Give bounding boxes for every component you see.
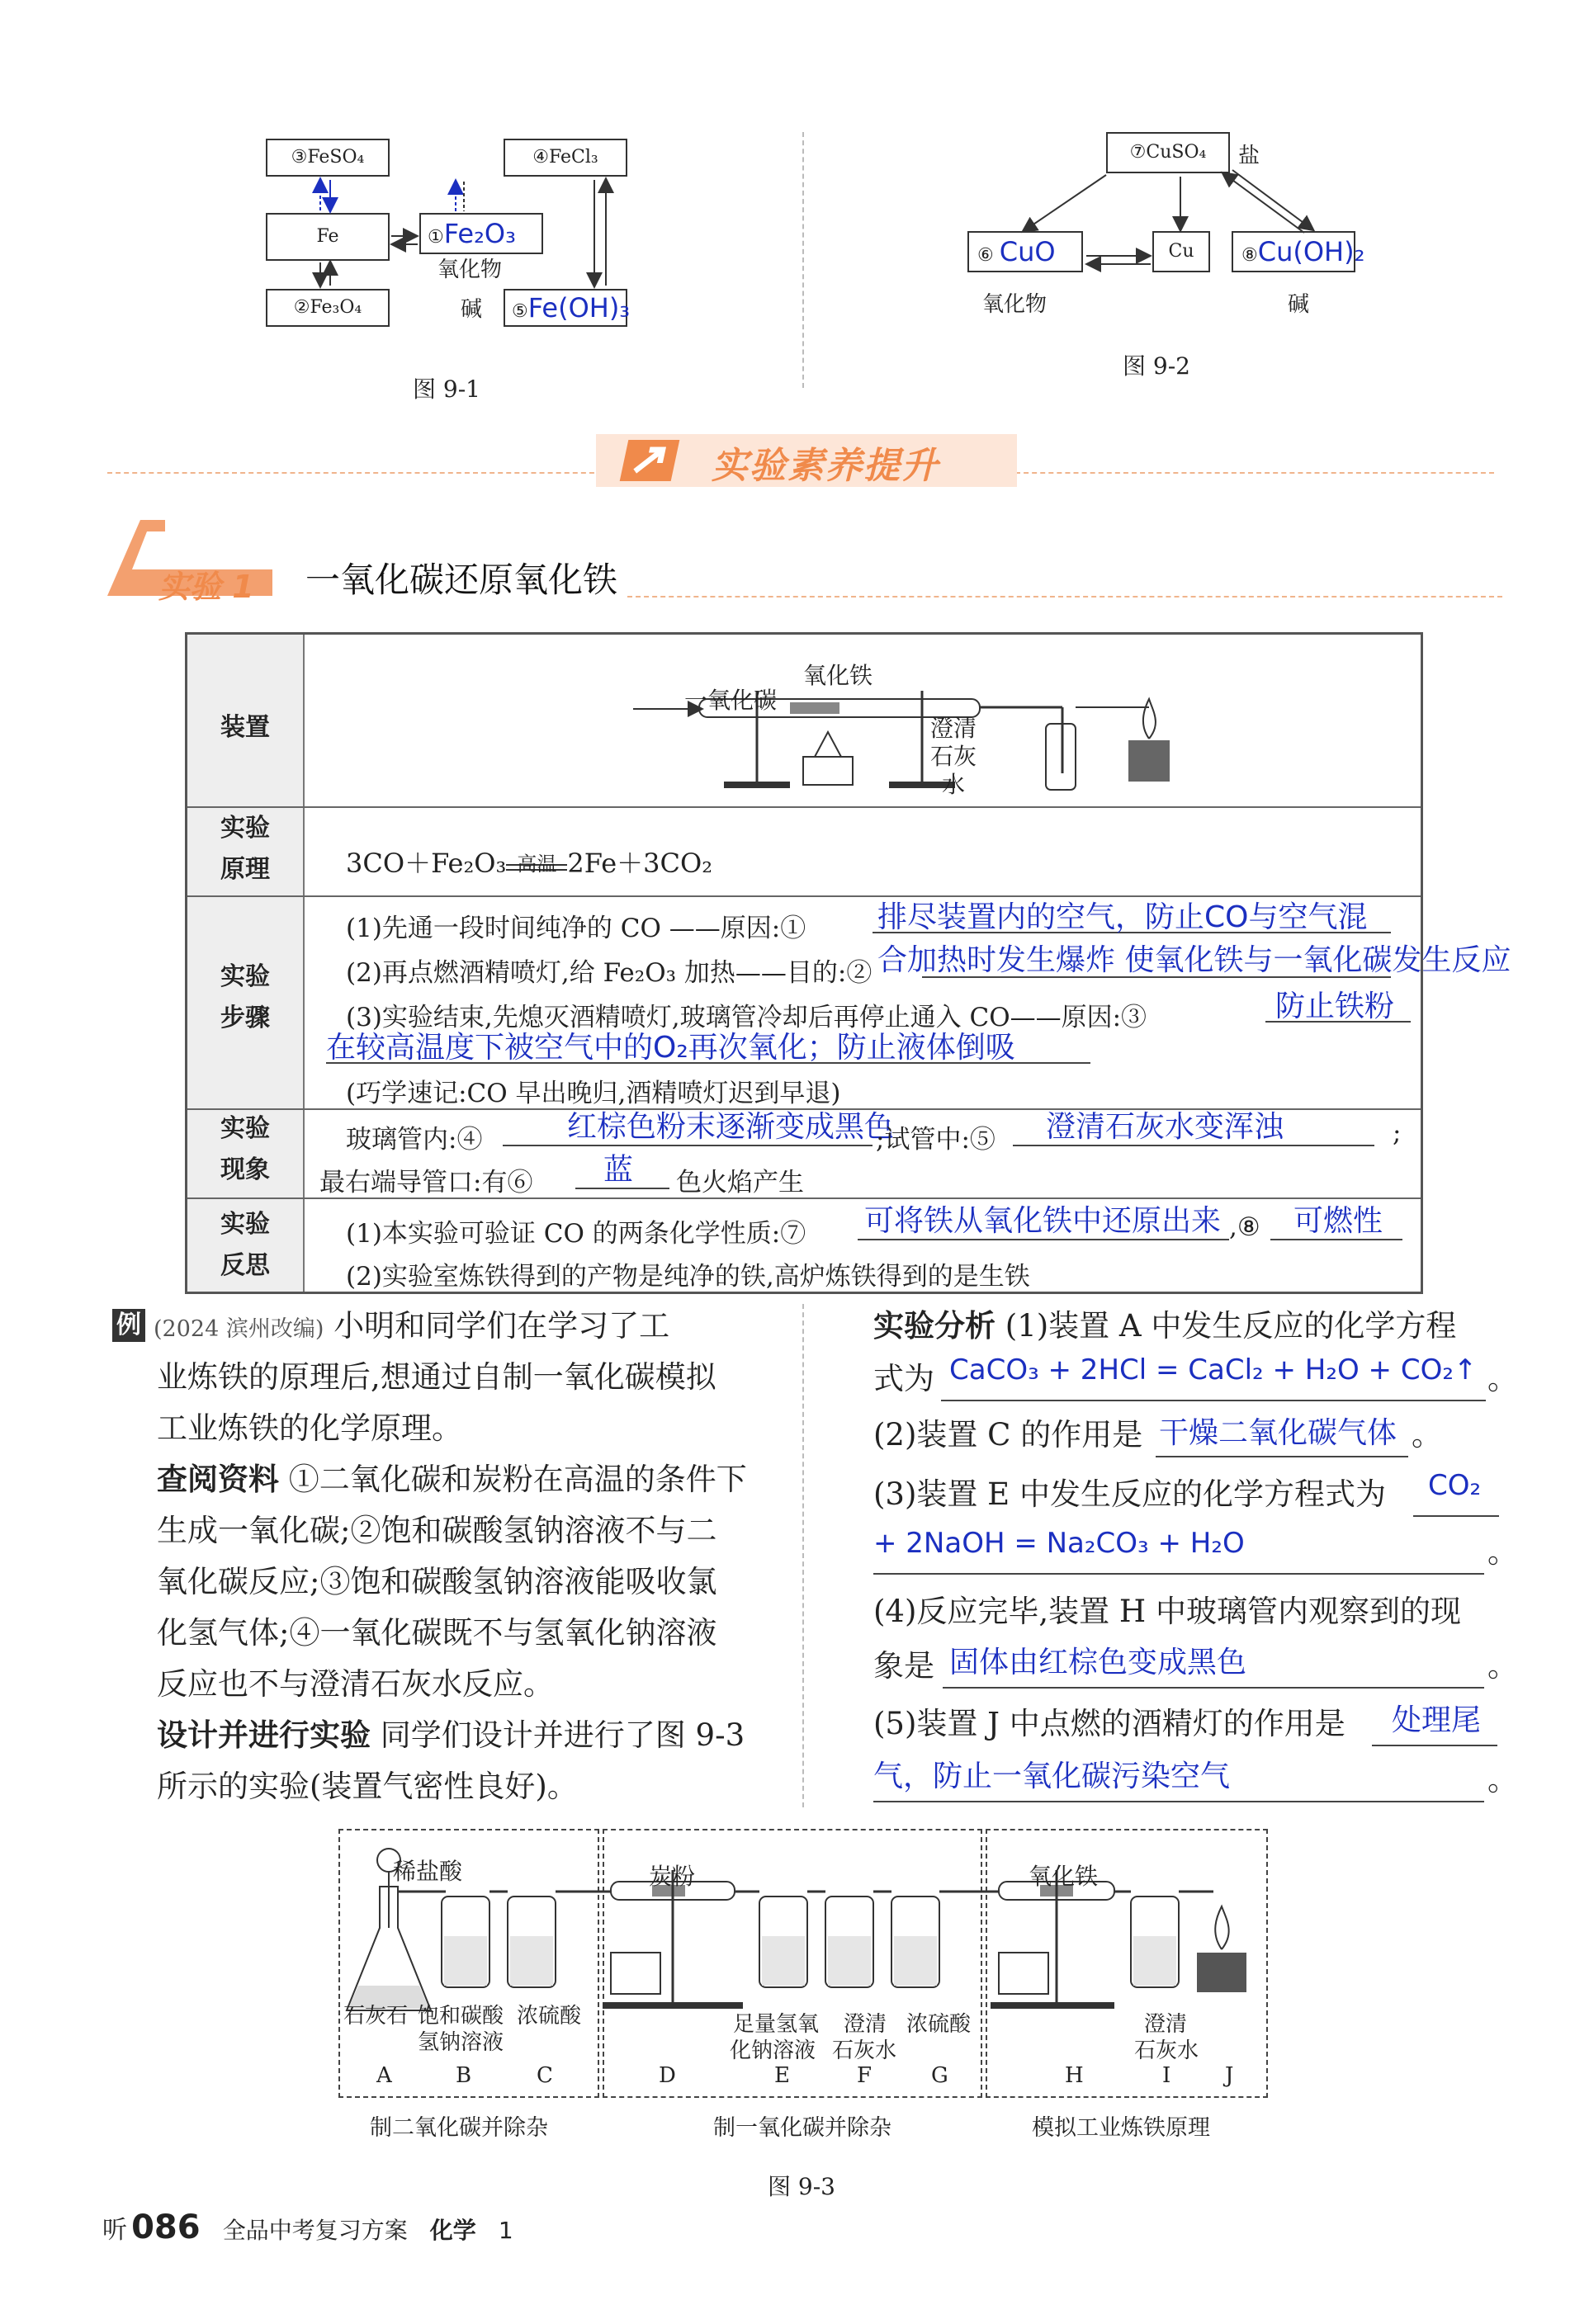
step-3-answer-1: 防止铁粉 <box>1275 990 1395 1023</box>
fig91-arrows <box>248 132 644 338</box>
fe3o4-box: ②Fe₃O₄ <box>266 289 390 327</box>
label-g: 浓硫酸 <box>906 2012 972 2037</box>
testtube-phenomenon: ;试管中:⑤ <box>876 1125 995 1155</box>
page-footer <box>102 2208 513 2246</box>
q3-period: 。 <box>1487 1534 1518 1570</box>
cuo-number: ⑥ <box>977 245 994 266</box>
group-3-label: 模拟工业炼铁原理 <box>1032 2115 1210 2141</box>
example-tag: 例 1 <box>112 1309 145 1342</box>
fig91-caption: 图 9-1 <box>413 376 480 403</box>
q4-period: 。 <box>1487 1648 1518 1684</box>
label-b-1: 饱和碳酸 <box>418 2004 504 2029</box>
ref-line-5: 反应也不与澄清石灰水反应。 <box>157 1666 554 1702</box>
testtube-answer: 澄清石灰水变浑浊 <box>1046 1110 1284 1144</box>
q1-blank <box>941 1400 1486 1401</box>
analysis-head: 实验分析 <box>873 1308 995 1344</box>
hcl-label: 稀盐酸 <box>393 1858 463 1885</box>
fig92-salt-label: 盐 <box>1238 144 1260 168</box>
group-1-label: 制二氧化碳并除杂 <box>370 2115 548 2141</box>
reflection-row-divider <box>187 1197 1421 1199</box>
q3-blank-2 <box>873 1573 1484 1575</box>
ref-line-3: 氧化碳反应;③饱和碳酸氢钠溶液能吸收氯 <box>157 1564 717 1599</box>
volume: 1 <box>498 2217 513 2244</box>
fe2o3-label: 氧化铁 <box>803 662 873 689</box>
fig93-fe2o3-label: 氧化铁 <box>1029 1863 1099 1890</box>
figure-divider <box>802 132 804 388</box>
equation-condition: 高温 <box>517 853 557 876</box>
ref-line-4: 化氢气体;④一氧化碳既不与氢氧化钠溶液 <box>157 1615 717 1651</box>
mnemonic-tip: (巧学速记:CO 早出晚归,酒精喷灯迟到早退) <box>346 1079 841 1108</box>
fig91-base-label: 碱 <box>461 297 483 322</box>
label-a: 石灰石 <box>343 2004 409 2029</box>
design-1-text: 同学们设计并进行了图 9-3 <box>380 1717 745 1753</box>
subject: 化学 <box>429 2217 476 2244</box>
fig91-oxide-label: 氧化物 <box>437 257 503 282</box>
fig92-caption: 图 9-2 <box>1123 352 1190 380</box>
step-2: (2)再点燃酒精喷灯,给 Fe₂O₃ 加热——目的:② <box>346 958 873 988</box>
fig92-arrows <box>958 124 1387 289</box>
fe2o3-answer: Fe₂O₃ <box>443 218 516 249</box>
device-label: 装置 <box>220 713 270 742</box>
q1-period: 。 <box>1487 1361 1518 1396</box>
book-title: 全品中考复习方案 <box>222 2217 408 2244</box>
cuso4-box: ⑦CuSO₄ <box>1106 132 1230 173</box>
column-divider <box>802 1304 804 1807</box>
example-intro-2: 业炼铁的原理后,想通过自制一氧化碳模拟 <box>157 1359 716 1395</box>
feoh3-answer: Fe(OH)₃ <box>527 292 631 324</box>
letter-b: B <box>456 2063 472 2088</box>
limewater-label-1: 澄清 <box>930 715 977 742</box>
q4-line-2: 象是 <box>873 1648 934 1684</box>
principle-label-1: 实验 <box>220 814 270 843</box>
letter-f: F <box>857 2063 873 2088</box>
cuo-answer: CuO <box>999 236 1056 267</box>
step-3: (3)实验结束,先熄灭酒精喷灯,玻璃管冷却后再停止通入 CO——原因:③ <box>346 1003 1147 1032</box>
letter-h: H <box>1065 2063 1084 2088</box>
q2-text: (2)装置 C 的作用是 <box>873 1417 1143 1452</box>
limewater-label-2: 石灰 <box>930 743 977 770</box>
q4-line-1: (4)反应完毕,装置 H 中玻璃管内观察到的现 <box>873 1594 1461 1629</box>
q1-line-1 <box>873 1301 1456 1352</box>
heading-rule <box>627 596 1502 598</box>
principle-label-2: 原理 <box>220 855 270 884</box>
design-line-2: 所示的实验(装置气密性良好)。 <box>157 1769 578 1804</box>
q2-blank <box>1156 1456 1408 1457</box>
equation-left: 3CO＋Fe₂O₃ <box>346 848 507 879</box>
group-2-label: 制一氧化碳并除杂 <box>713 2115 891 2141</box>
co-label: 一氧化碳 <box>684 687 778 714</box>
fe-box: Fe <box>266 213 390 261</box>
reflection-answer-1: 可将铁从氧化铁中还原出来 <box>864 1204 1222 1238</box>
tube-phenomenon: 玻璃管内:④ <box>346 1125 483 1155</box>
carbon-label: 炭粉 <box>649 1863 696 1890</box>
steps-label-1: 实验 <box>220 962 270 991</box>
tube-answer: 红棕色粉末逐渐变成黑色 <box>567 1110 895 1144</box>
q4-blank <box>943 1687 1484 1689</box>
letter-c: C <box>537 2063 553 2088</box>
arrow-icon <box>620 440 680 481</box>
reflection-label-1: 实验 <box>220 1210 270 1239</box>
label-b-2: 氢钠溶液 <box>418 2030 504 2055</box>
experiment-tag: 实验 1 <box>158 569 254 605</box>
page-number: 086 <box>131 2208 201 2246</box>
label-i-2: 石灰水 <box>1134 2038 1199 2063</box>
label-f-2: 石灰水 <box>832 2038 897 2063</box>
equation-right: 2Fe＋3CO₂ <box>567 848 713 879</box>
q5-answer-2: 气，防止一氧化碳污染空气 <box>873 1760 1231 1793</box>
letter-d: D <box>659 2063 676 2088</box>
end-tail: 色火焰产生 <box>676 1168 804 1197</box>
fig92-oxide-label: 氧化物 <box>982 292 1048 317</box>
example-intro-3: 工业炼铁的化学原理。 <box>157 1410 462 1446</box>
fecl3-box: ④FeCl₃ <box>504 139 627 177</box>
cuoh2-number: ⑧ <box>1241 245 1258 266</box>
reflection-2: (2)实验室炼铁得到的产物是纯净的铁,高炉炼铁得到的是生铁 <box>346 1262 1030 1292</box>
design-head: 设计并进行实验 <box>157 1717 371 1753</box>
banner-rule-left <box>107 472 603 474</box>
q3-answer-2: + 2NaOH = Na₂CO₃ + H₂O <box>873 1527 1245 1560</box>
step-3-answer-2: 在较高温度下被空气中的O₂再次氧化；防止液体倒吸 <box>326 1031 1015 1065</box>
q3-blank-1 <box>1413 1515 1499 1517</box>
design-line-1 <box>157 1710 745 1761</box>
ref-1-text: ①二氧化碳和炭粉在高温的条件下 <box>288 1462 747 1497</box>
feso4-box: ③FeSO₄ <box>266 139 390 177</box>
fig93-caption: 图 9-3 <box>768 2173 835 2200</box>
principle-row-divider <box>187 806 1421 808</box>
example-intro-1 <box>154 1301 669 1355</box>
q5-blank-2 <box>873 1801 1484 1802</box>
q2-answer: 干燥二氧化碳气体 <box>1159 1416 1397 1450</box>
phenomena-label-2: 现象 <box>220 1155 270 1184</box>
step-1: (1)先通一段时间纯净的 CO ——原因:① <box>346 914 806 943</box>
reflection-comma: ,⑧ <box>1229 1212 1260 1242</box>
cu-box: Cu <box>1152 231 1210 272</box>
label-c: 浓硫酸 <box>517 2004 582 2029</box>
feoh3-number: ⑤ <box>512 301 528 322</box>
letter-a: A <box>376 2063 392 2088</box>
reflection-label-2: 反思 <box>220 1251 270 1280</box>
reflection-answer-2: 可燃性 <box>1293 1204 1383 1238</box>
banner-rule-right <box>1015 472 1494 474</box>
end-phenomenon: 最右端导管口:有⑥ <box>319 1168 533 1197</box>
step-2-answer: 合加热时发生爆炸 使氧化铁与一氧化碳发生反应 <box>877 943 1511 977</box>
ref-line-1 <box>157 1454 747 1505</box>
end-answer: 蓝 <box>603 1153 634 1187</box>
example-source: (2024 滨州改编) <box>154 1316 324 1342</box>
label-f-1: 澄清 <box>844 2012 887 2037</box>
label-i-1: 澄清 <box>1144 2012 1188 2037</box>
cuoh2-answer: Cu(OH)₂ <box>1257 236 1365 267</box>
limewater-label-3: 水 <box>942 771 966 798</box>
q4-answer: 固体由红棕色变成黑色 <box>949 1646 1247 1679</box>
q5-period: 。 <box>1487 1762 1518 1797</box>
phenomena-label-1: 实验 <box>220 1114 270 1143</box>
fe2o3-number: ① <box>428 227 444 248</box>
q5-text: (5)装置 J 中点燃的酒精灯的作用是 <box>873 1706 1345 1741</box>
section-title: 实验素养提升 <box>712 445 939 487</box>
letter-e: E <box>774 2063 790 2088</box>
letter-g: G <box>931 2063 948 2088</box>
letter-j: J <box>1225 2063 1234 2088</box>
principle-equation <box>346 843 712 881</box>
experiment-title: 一氧化碳还原氧化铁 <box>305 560 618 600</box>
q5-blank-1 <box>1372 1745 1497 1746</box>
q1-line-2: 式为 <box>873 1361 934 1396</box>
experiment-table <box>185 632 1511 1294</box>
q3-text: (3)装置 E 中发生反应的化学方程式为 <box>873 1476 1386 1512</box>
ref-line-2: 生成一氧化碳;②饱和碳酸氢钠溶液不与二 <box>157 1513 717 1548</box>
label-e-2: 化钠溶液 <box>730 2038 816 2063</box>
intro-1-text: 小明和同学们在学习了工 <box>333 1308 670 1344</box>
label-e-1: 足量氢氧 <box>733 2012 820 2037</box>
semicolon: ; <box>1393 1118 1402 1148</box>
q5-answer-1: 处理尾 <box>1392 1703 1482 1737</box>
footer-prefix: 听 <box>102 2216 127 2245</box>
steps-label-2: 步骤 <box>220 1004 270 1032</box>
q2-period: 。 <box>1412 1417 1442 1452</box>
letter-i: I <box>1162 2063 1171 2088</box>
fig92-base-label: 碱 <box>1288 292 1310 317</box>
q3-answer-1: CO₂ <box>1428 1469 1482 1502</box>
ref-head: 查阅资料 <box>157 1462 279 1497</box>
reflection-1: (1)本实验可验证 CO 的两条化学性质:⑦ <box>346 1219 806 1249</box>
q1-a-text: (1)装置 A 中发生反应的化学方程 <box>1005 1308 1457 1344</box>
q1-answer: CaCO₃ + 2HCl = CaCl₂ + H₂O + CO₂↑ <box>949 1353 1478 1386</box>
step-1-answer: 排尽装置内的空气，防止CO与空气混 <box>877 900 1368 934</box>
